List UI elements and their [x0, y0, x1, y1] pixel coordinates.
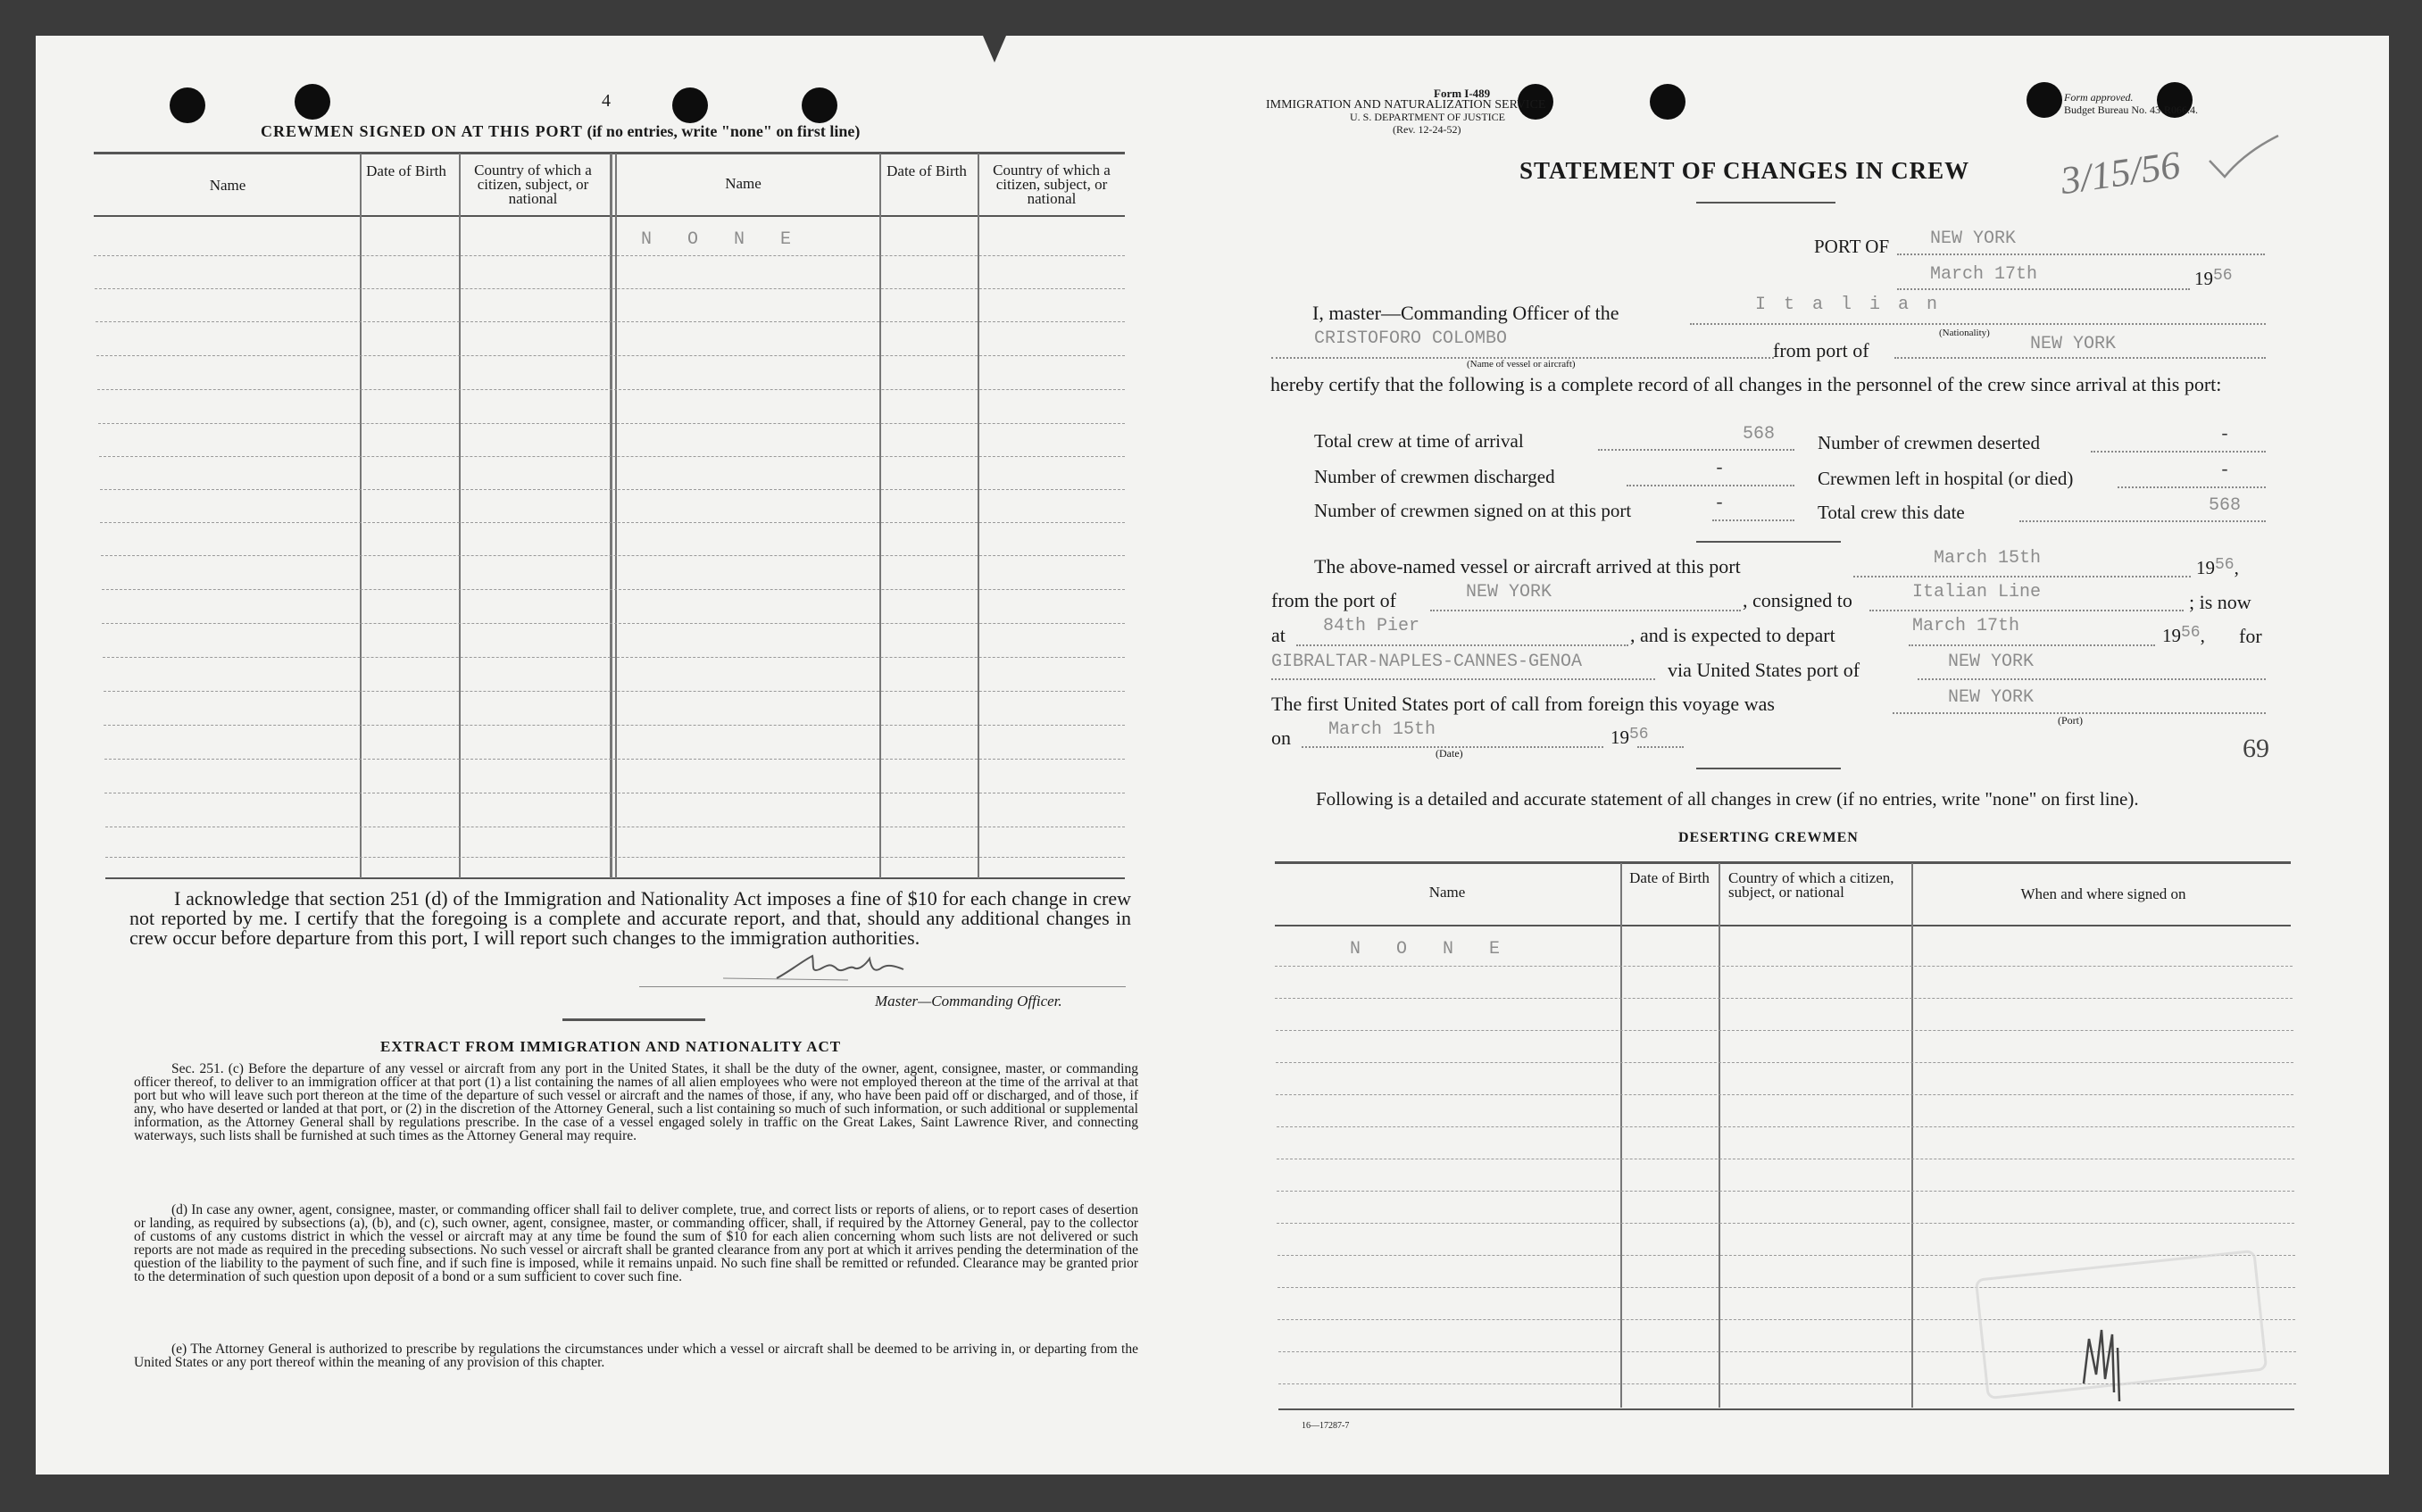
table-row-line	[104, 759, 1125, 760]
checkmark-icon	[2205, 130, 2285, 184]
from-port-label: from port of	[1773, 339, 1869, 361]
port-caption: (Port)	[2058, 714, 2083, 727]
table-row-line	[1276, 1094, 2293, 1095]
deserting-col-country: Country of which a citizen, subject, or national	[1728, 869, 1894, 901]
punch-hole	[802, 87, 837, 123]
deserting-col-dob: Date of Birth	[1629, 869, 1710, 886]
consigned-value: Italian Line	[1912, 582, 2042, 602]
table-row-line	[100, 489, 1125, 490]
signed-on-label: Number of crewmen signed on at this port	[1314, 500, 1632, 521]
approval-line-2: Budget Bureau No. 43-R066.4.	[2064, 104, 2198, 116]
left-col-divider	[615, 154, 617, 878]
signature-caption: Master—Commanding Officer.	[875, 993, 1062, 1009]
table-row-line	[96, 321, 1125, 322]
table-row-line	[1276, 1062, 2293, 1063]
from-port-of-value: NEW YORK	[1466, 582, 1552, 602]
deserting-table-top-rule	[1275, 861, 2291, 864]
title-underline	[1696, 202, 1835, 204]
date-line	[1897, 288, 2190, 290]
nationality-line	[1690, 323, 2266, 325]
at-value: 84th Pier	[1323, 616, 1420, 636]
nationality-value: I t a l i a n	[1755, 295, 1942, 315]
expected-label: , and is expected to depart	[1630, 624, 1835, 646]
signed-on-line	[1712, 519, 1794, 521]
table-row-line	[1277, 1191, 2294, 1192]
at-label: at	[1271, 624, 1286, 646]
signed-on-value: -	[1714, 494, 1726, 514]
vessel-caption: (Name of vessel or aircraft)	[1467, 359, 1576, 370]
left-col-dob-2: Date of Birth	[886, 162, 967, 179]
discharged-value: -	[1714, 459, 1726, 479]
consigned-label: , consigned to	[1743, 589, 1852, 611]
from-port-of-line	[1430, 610, 1741, 611]
date-value: March 17th	[1930, 264, 2038, 285]
form-number: Form I-489	[1434, 87, 1491, 100]
law-section-c: Sec. 251. (c) Before the departure of any vessel or aircraft from any port in the United States, it shall be the duty of the owner, agent, consignee, master, or commanding officer thereof, to deliver to an immigration officer at that port (1) a list containing the names of all alien employees who were not employed thereon at the time of the arrival at that port but who will leave such port thereon at the time of the departure of such vessel or aircraft and the names of those, if any, who have been paid off or discharged, and of those, if any, who have deserted or landed at that port, or (2) in the discretion of the Attorney General, such a list containing so much of such information, or such additional or supplemental information, as the Attorney General shall by regulations prescribe. In the case of a vessel engaged solely in traffic on the Great Lakes, Saint Lawrence River, and connecting waterways, such lists shall be furnished at such times as the Attorney General may require.	[134, 1061, 1138, 1143]
first-port-value: NEW YORK	[1948, 687, 2035, 708]
deserting-col-divider	[1620, 863, 1622, 1408]
port-of-line	[1897, 253, 2265, 255]
table-row-line	[1276, 1030, 2293, 1031]
port-of-label: PORT OF	[1814, 236, 1890, 257]
total-arrival-label: Total crew at time of arrival	[1314, 430, 1524, 452]
deserting-col-divider	[1719, 863, 1720, 1408]
law-section-e: (e) The Attorney General is authorized to prescribe by regulations the circumstances under which a vessel or aircraft shall be deemed to be arriving in, or departing from the United States or any port thereof within the meaning of any provision of this chapter.	[134, 1342, 1138, 1370]
handwritten-initials	[2073, 1312, 2144, 1410]
via-label: via United States port of	[1668, 659, 1860, 681]
arrived-year: 1956,	[2196, 556, 2239, 578]
acknowledgement-text: I acknowledge that section 251 (d) of the Immigration and Nationality Act imposes a fine of $10 for each change in crew not reported by me. I certify that the foregoing is a complete and accurate report, and that, should any additional changes in crew occur before departure from this port, I will report such changes to the immigration authorities.	[129, 887, 1131, 949]
table-row-line	[100, 522, 1125, 523]
table-row-line	[1275, 966, 2293, 967]
discharged-line	[1627, 485, 1794, 486]
department-name: U. S. DEPARTMENT OF JUSTICE	[1350, 111, 1505, 123]
table-row-line	[1278, 1255, 2295, 1256]
deserting-col-divider	[1911, 863, 1913, 1408]
left-col-name-1: Name	[209, 177, 246, 194]
table-row-line	[1277, 1126, 2294, 1127]
total-arrival-value: 568	[1743, 424, 1776, 444]
deserting-none-entry: N O N E	[1350, 939, 1513, 960]
total-date-value: 568	[2209, 495, 2242, 516]
nationality-caption: (Nationality)	[1939, 328, 1990, 338]
destination-value: GIBRALTAR-NAPLES-CANNES-GENOA	[1271, 652, 1583, 672]
total-date-line	[2019, 520, 2266, 522]
punch-hole	[672, 87, 708, 123]
deserting-table-header-rule	[1275, 925, 2291, 926]
year-value: 56	[2213, 267, 2233, 285]
date-year	[2194, 268, 2233, 290]
left-col-country-1: Country of which a citizen, subject, or national	[474, 162, 592, 207]
punch-hole	[2027, 82, 2062, 118]
paper-tear	[983, 36, 1006, 62]
on-label: on	[1271, 727, 1291, 749]
on-year-line	[1637, 746, 1684, 748]
year-prefix: 19	[2194, 268, 2213, 289]
deserted-label: Number of crewmen deserted	[1818, 432, 2040, 453]
master-signature	[714, 943, 955, 987]
table-row-line	[1275, 998, 2293, 999]
form-title: STATEMENT OF CHANGES IN CREW	[1519, 157, 1970, 184]
punch-hole	[295, 84, 330, 120]
form-revision: (Rev. 12-24-52)	[1393, 123, 1461, 136]
left-col-country-2: Country of which a citizen, subject, or national	[993, 162, 1111, 207]
table-row-line	[104, 725, 1125, 726]
left-col-divider	[978, 154, 979, 878]
at-line	[1296, 644, 1628, 646]
via-value: NEW YORK	[1948, 652, 2035, 672]
handwritten-date: 3/15/56	[2058, 142, 2184, 204]
approval-line-1: Form approved.	[2064, 91, 2134, 104]
hospital-label: Crewmen left in hospital (or died)	[1818, 468, 2074, 489]
deserted-value: -	[2219, 425, 2231, 445]
total-date-label: Total crew this date	[1818, 502, 1965, 523]
consigned-line	[1869, 610, 2184, 611]
arrived-line	[1853, 576, 2191, 577]
for-label: for	[2239, 625, 2262, 647]
hospital-value: -	[2219, 461, 2231, 481]
deserted-line	[2091, 451, 2266, 453]
left-title-main: CREWMEN SIGNED ON AT THIS PORT	[261, 122, 583, 140]
left-col-dob-1: Date of Birth	[366, 162, 446, 179]
left-col-name-2: Name	[725, 175, 762, 192]
table-row-line	[95, 288, 1125, 289]
agency-name: IMMIGRATION AND NATURALIZATION SERVICE	[1266, 98, 1546, 112]
table-row-line	[99, 456, 1125, 457]
arrived-label: The above-named vessel or aircraft arrived at this port	[1314, 555, 1741, 577]
extract-title: EXTRACT FROM IMMIGRATION AND NATIONALITY ACT	[380, 1038, 842, 1055]
certify-text: hereby certify that the following is a complete record of all changes in the personnel of the crew since arrival at this port:	[1270, 373, 2222, 395]
right-page-number: 69	[2243, 734, 2269, 763]
extract-separator	[562, 1018, 705, 1021]
first-port-label: The first United States port of call from foreign this voyage was	[1271, 693, 1775, 715]
from-port-line	[1894, 357, 2266, 359]
table-row-line	[104, 691, 1125, 692]
deserting-col-when-where: When and where signed on	[2020, 885, 2186, 902]
left-page-number: 4	[602, 91, 611, 111]
date-caption: (Date)	[1436, 747, 1463, 760]
master-label: I, master—Commanding Officer of the	[1312, 302, 1619, 324]
punch-hole	[1650, 84, 1685, 120]
on-year: 1956	[1611, 726, 1649, 748]
counts-separator	[1696, 541, 1841, 543]
is-now-label: ; is now	[2189, 591, 2251, 613]
deserting-col-name: Name	[1428, 884, 1466, 901]
table-row-line	[101, 555, 1125, 556]
table-row-line	[102, 623, 1125, 624]
left-page-title	[261, 122, 860, 141]
signature-line	[639, 986, 1126, 987]
left-col-divider	[459, 154, 461, 878]
depart-line	[1909, 644, 2155, 646]
via-line	[1918, 678, 2266, 680]
punch-hole	[170, 87, 205, 123]
left-none-entry: N O N E	[641, 229, 804, 250]
from-port-value: NEW YORK	[2030, 334, 2117, 354]
table-row-line	[103, 657, 1125, 658]
print-code: 16—17287-7	[1302, 1421, 1350, 1431]
table-row-line	[1277, 1223, 2294, 1224]
port-of-value: NEW YORK	[1930, 228, 2017, 249]
law-section-d: (d) In case any owner, agent, consignee, master, or commanding officer shall fail to deliver complete, true, and correct lists or reports of aliens, or to report cases of desertion or landing, as required by subsections (a), (b), and (c), such owner, agent, consignee, master, or commanding officer, shall, if required by the Attorney General, pay to the collector of customs of any customs district in which the vessel or aircraft may at any time be found the sum of $10 for each alien concerning whom such lists are not delivered or such reports are not made as required in the preceding subsections. No such vessel or aircraft shall be granted clearance from any port at which it arrives pending the determination of the question of the liability to the payment of such fine, and if such fine is imposed, while it remains unpaid. No such fine shall be remitted or refunded. Clearance may be granted prior to the determination of such question upon deposit of a bond or a sum sufficient to cover such fine.	[134, 1202, 1138, 1284]
vessel-value: CRISTOFORO COLOMBO	[1314, 328, 1508, 349]
table-row-line	[102, 589, 1125, 590]
table-row-line	[94, 255, 1125, 256]
depart-value: March 17th	[1912, 616, 2020, 636]
left-col-divider	[360, 154, 362, 878]
hospital-line	[2118, 486, 2266, 488]
table-row-line	[96, 355, 1125, 356]
arrived-value: March 15th	[1934, 548, 2042, 569]
table-row-line	[97, 389, 1125, 390]
total-arrival-line	[1598, 449, 1794, 451]
details-separator	[1696, 768, 1841, 769]
table-row-line	[98, 423, 1125, 424]
on-value: March 15th	[1328, 719, 1436, 740]
depart-year: 1956,	[2162, 624, 2205, 646]
from-port-of-label: from the port of	[1271, 589, 1396, 611]
left-col-divider	[610, 154, 612, 878]
left-col-divider	[879, 154, 881, 878]
discharged-label: Number of crewmen discharged	[1314, 466, 1555, 487]
destination-line	[1271, 678, 1655, 680]
following-text: Following is a detailed and accurate statement of all changes in crew (if no entries, write "none" on first line).	[1316, 788, 2139, 810]
left-title-note: (if no entries, write "none" on first line)	[587, 122, 861, 140]
deserting-title: DESERTING CREWMEN	[1678, 830, 1859, 845]
table-row-line	[105, 857, 1125, 858]
